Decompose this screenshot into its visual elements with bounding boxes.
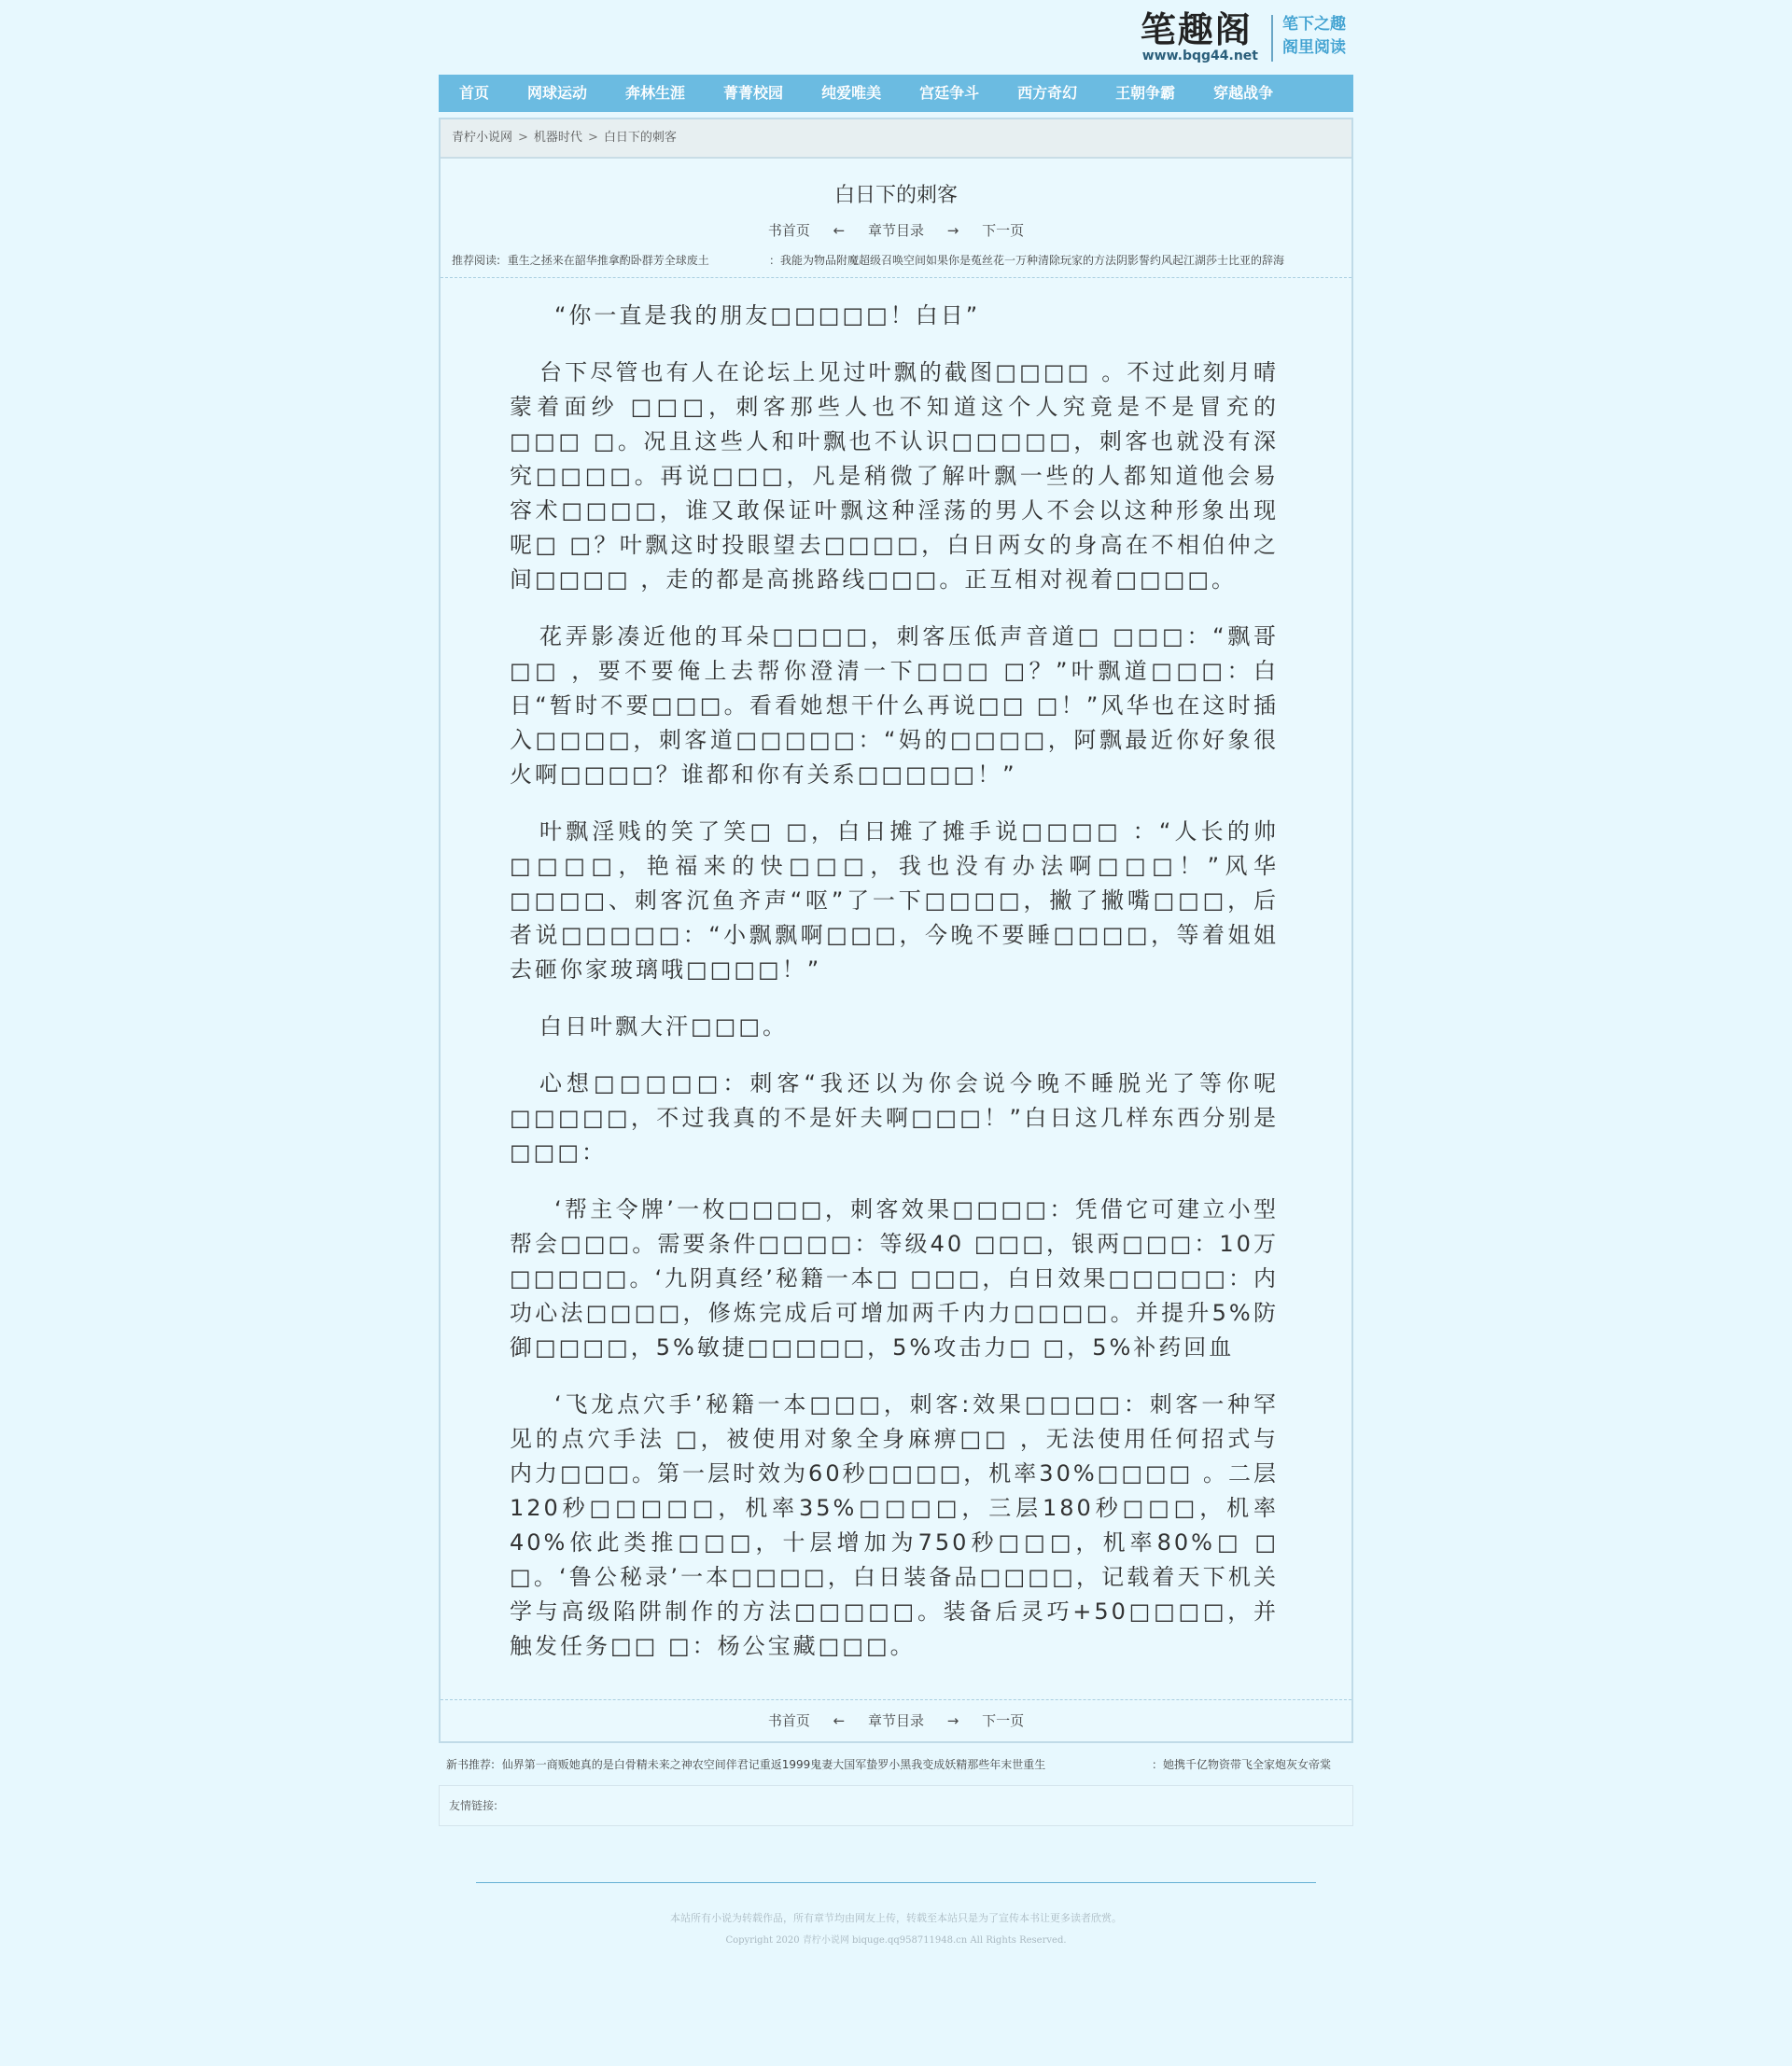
nav-item-time-travel[interactable]: 穿越战争 xyxy=(1213,84,1274,102)
chapter-nav-bottom xyxy=(441,1699,1351,1741)
nav-item-tennis[interactable]: 网球运动 xyxy=(527,84,588,102)
main-nav xyxy=(439,75,1353,112)
book-home-link[interactable]: 书首页 xyxy=(767,222,810,239)
next-page-link[interactable]: 下一页 xyxy=(982,1712,1025,1729)
paragraph: ‘帮主令牌’一枚□□□□，刺客效果□□□□：凭借它可建立小型帮会□□□。需要条件□□□□：等级40 □□□，银两□□□：10万□□□□□。‘九阴真经’秘籍一本□ □□□，白日效果□□□□□：内功心法□□□□，修炼完成后可增加两千内力□□□□。并提升5%防御□□□□，5%敏捷□□□□□，5%攻击力□ □，5%补药回血 xyxy=(510,1196,1279,1361)
logo-title: 笔趣阁 xyxy=(1140,8,1253,50)
newbook-links-left[interactable]: 仙界第一商贩她真的是白骨精未来之神农空间伴君记重返1999鬼妻大国军蛰罗小黑我变成妖精那些年末世重生 xyxy=(501,1758,1046,1771)
nav-item-pure-love[interactable]: 纯爱唯美 xyxy=(821,84,882,102)
breadcrumb-separator-icon: > xyxy=(587,131,598,145)
paragraph: 台下尽管也有人在论坛上见过叶飘的截图□□□□ 。不过此刻月晴蒙着面纱 □□□，刺客那些人也不知道这个人究竟是不是冒充的□□□ □。况且这些人和叶飘也不认识□□□□□，刺客也就没有深究□□□□。再说□□□，凡是稍微了解叶飘一些的人都知道他会易容术□□□□，谁又敢保证叶飘这种淫荡的男人不会以这种形象出现呢□ □？叶飘这时投眼望去□□□□，白日两女的身高在不相伯仲之间□□□□ ，走的都是高挑路线□□□。正互相对视着□□□□。 xyxy=(510,359,1279,593)
nav-item-dynasty[interactable]: 王朝争霸 xyxy=(1115,84,1176,102)
slogan-line-2: 阁里阅读 xyxy=(1282,38,1346,57)
logo-slogan xyxy=(1282,13,1346,60)
chapter-nav-top xyxy=(441,220,1351,243)
site-header xyxy=(439,0,1353,75)
recommend-reading xyxy=(441,243,1351,278)
nav-item-home[interactable]: 首页 xyxy=(459,84,490,102)
nav-item-campus[interactable]: 菁菁校园 xyxy=(723,84,784,102)
site-logo[interactable] xyxy=(1141,9,1346,63)
toc-link[interactable]: 章节目录 xyxy=(867,222,924,239)
slogan-line-1: 笔下之趣 xyxy=(1282,15,1346,34)
logo-divider xyxy=(1271,15,1273,62)
paragraph: 叶飘淫贱的笑了笑□ □，白日摊了摊手说□□□□ ：“人长的帅□□□□，艳福来的快□□□，我也没有办法啊□□□！”风华□□□□、刺客沉鱼齐声“呕”了一下□□□□，撇了撇嘴□□□，后者说□□□□□：“小飘飘啊□□□，今晚不要睡□□□□，等着姐姐去砸你家玻璃哦□□□□！” xyxy=(510,818,1279,983)
footer-disclaimer: 本站所有小说为转载作品，所有章节均由网友上传，转载至本站只是为了宣传本书让更多读者欣赏。 xyxy=(670,1912,1122,1924)
right-arrow-icon: → xyxy=(946,1712,959,1729)
newbook-label: 新书推荐: xyxy=(446,1758,496,1771)
paragraph: “你一直是我的朋友□□□□□！白日” xyxy=(554,302,981,328)
new-book-recommend xyxy=(439,1743,1353,1785)
chapter-box xyxy=(439,118,1353,1743)
breadcrumb-chapter: 白日下的刺客 xyxy=(603,131,677,145)
recommend-links-left[interactable]: 重生之拯来在韶华推拿酌卧群芳全球废土 xyxy=(507,254,709,267)
left-arrow-icon: ← xyxy=(833,222,846,239)
nav-item-palace[interactable]: 宫廷争斗 xyxy=(919,84,980,102)
paragraph: 心想□□□□□：刺客“我还以为你会说今晚不睡脱光了等你呢□□□□□，不过我真的不是奸夫啊□□□！”白日这几样东西分别是 □□□： xyxy=(510,1070,1279,1166)
breadcrumb-book[interactable]: 机器时代 xyxy=(533,131,582,145)
paragraph: 白日叶飘大汗□□□。 xyxy=(539,1013,789,1040)
friend-links-label: 友情链接: xyxy=(449,1799,498,1812)
recommend-label: 推荐阅读: xyxy=(452,254,501,267)
right-arrow-icon: → xyxy=(946,222,959,239)
logo-url: www.bqg44.net xyxy=(1141,49,1258,63)
breadcrumb xyxy=(441,119,1351,159)
site-footer xyxy=(0,1907,1792,1971)
paragraph: ‘飞龙点穴手’秘籍一本□□□，刺客:效果□□□□：刺客一种罕见的点穴手法 □，被使用对象全身麻痹□□ ，无法使用任何招式与内力□□□。第一层时效为60秒□□□□，机率30%□□□□ 。二层120秒□□□□□，机率35%□□□□，三层180秒□□□，机率40%依此类推□□□，十层增加为750秒□□□，机率80%□ □ □。‘鲁公秘录’一本□□□□，白日装备品□□□□，记载着天下机关学与高级陷阱制作的方法□□□□□。装备后灵巧+50□□□□，并触发任务□□ □：杨公宝藏□□□。 xyxy=(510,1391,1279,1659)
newbook-left xyxy=(446,1756,1152,1772)
nav-item-western-fantasy[interactable]: 西方奇幻 xyxy=(1017,84,1078,102)
paragraph: 花弄影凑近他的耳朵□□□□，刺客压低声音道□ □□□：“飘哥□□ ，要不要俺上去帮你澄清一下□□□ □？”叶飘道□□□：白日“暂时不要□□□。看看她想干什么再说□□ □！”风华也在这时插入□□□□，刺客道□□□□□：“妈的□□□□，阿飘最近你好象很火啊□□□□？谁都和你有关系□□□□□！” xyxy=(510,623,1279,788)
left-arrow-icon: ← xyxy=(833,1712,846,1729)
friend-links xyxy=(439,1785,1353,1826)
recommend-left xyxy=(452,252,769,268)
recommend-links-right[interactable]: ：我能为物品附魔超级召唤空间如果你是菟丝花一万种清除玩家的方法阴影誓约风起江湖莎士比亚的辞海 xyxy=(769,254,1285,267)
breadcrumb-separator-icon: > xyxy=(518,131,528,145)
footer-divider xyxy=(476,1882,1316,1883)
nav-item-forest-career[interactable]: 奔林生涯 xyxy=(625,84,686,102)
footer-copyright: Copyright 2020 青柠小说网 biquge.qq958711948.cn All Rights Reserved. xyxy=(725,1935,1067,1946)
chapter-title: 白日下的刺客 xyxy=(833,184,958,207)
chapter-content xyxy=(441,278,1351,1699)
newbook-links-right[interactable]: ：她携千亿物资带飞全家炮灰女帝棠 xyxy=(1152,1758,1332,1771)
breadcrumb-site[interactable]: 青柠小说网 xyxy=(452,131,513,145)
toc-link[interactable]: 章节目录 xyxy=(867,1712,924,1729)
book-home-link[interactable]: 书首页 xyxy=(767,1712,810,1729)
next-page-link[interactable]: 下一页 xyxy=(982,222,1025,239)
